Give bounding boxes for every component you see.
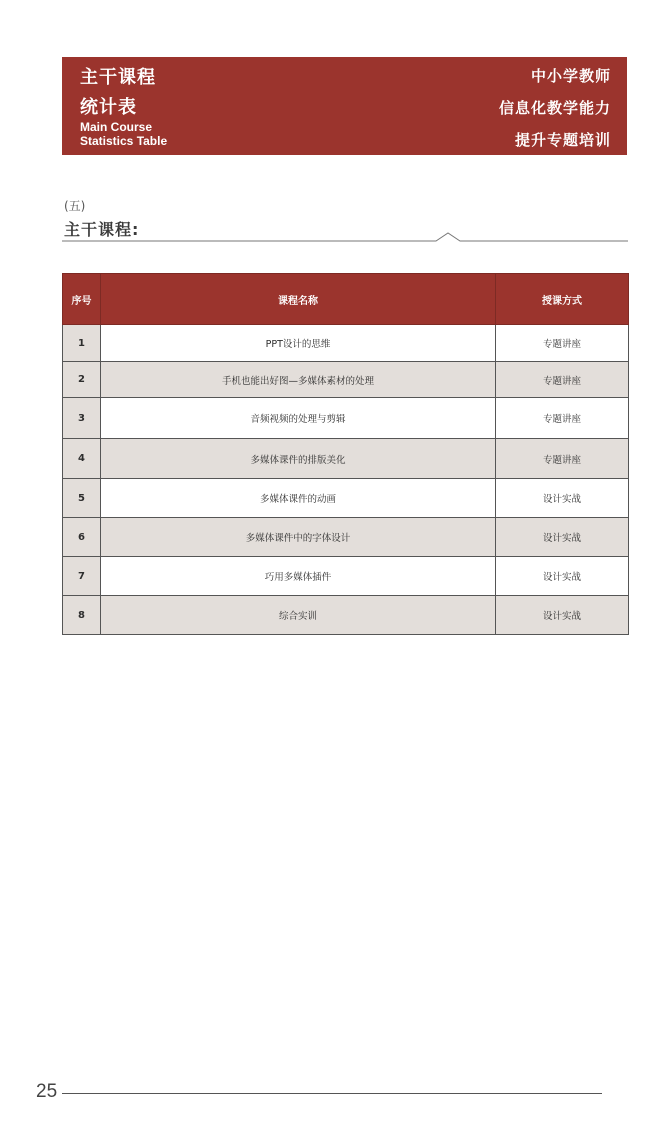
row-index: 7 bbox=[63, 557, 101, 596]
row-index: 2 bbox=[63, 362, 101, 398]
row-index: 4 bbox=[63, 439, 101, 479]
banner-title-line2: 统计表 bbox=[80, 97, 137, 118]
table-row bbox=[63, 518, 629, 557]
row-course-name: 手机也能出好图—多媒体素材的处理 bbox=[101, 362, 496, 398]
banner-right-line2: 信息化教学能力 bbox=[498, 99, 611, 117]
row-teaching-method: 设计实战 bbox=[496, 479, 629, 518]
table-header-row bbox=[63, 274, 629, 325]
header-course-name: 课程名称 bbox=[101, 274, 496, 325]
row-course-name: 巧用多媒体插件 bbox=[101, 557, 496, 596]
header-index: 序号 bbox=[63, 274, 101, 325]
table-row bbox=[63, 479, 629, 518]
section-number: (五) bbox=[64, 199, 86, 213]
banner-right-line1: 中小学教师 bbox=[530, 67, 611, 85]
banner-right-line3: 提升专题培训 bbox=[514, 131, 611, 149]
row-index: 5 bbox=[63, 479, 101, 518]
section-title: 主干课程: bbox=[64, 220, 140, 239]
row-teaching-method: 设计实战 bbox=[496, 596, 629, 635]
header-teaching-method: 授课方式 bbox=[496, 274, 629, 325]
footer-rule bbox=[62, 1093, 602, 1094]
row-index: 6 bbox=[63, 518, 101, 557]
table-row bbox=[63, 557, 629, 596]
header-banner bbox=[62, 57, 627, 155]
table-row bbox=[63, 596, 629, 635]
row-teaching-method: 专题讲座 bbox=[496, 362, 629, 398]
row-teaching-method: 设计实战 bbox=[496, 518, 629, 557]
row-teaching-method: 专题讲座 bbox=[496, 325, 629, 362]
table-row bbox=[63, 325, 629, 362]
row-course-name: 多媒体课件的动画 bbox=[101, 479, 496, 518]
table-row bbox=[63, 398, 629, 439]
row-index: 1 bbox=[63, 325, 101, 362]
row-course-name: 综合实训 bbox=[101, 596, 496, 635]
row-course-name: 多媒体课件的排版美化 bbox=[101, 439, 496, 479]
banner-english-line1: Main Course bbox=[80, 120, 153, 134]
course-table bbox=[62, 273, 629, 635]
row-course-name: 多媒体课件中的字体设计 bbox=[101, 518, 496, 557]
banner-title-line1: 主干课程 bbox=[80, 67, 156, 88]
row-index: 8 bbox=[63, 596, 101, 635]
page-number: 25 bbox=[36, 1081, 58, 1102]
row-course-name: 音频视频的处理与剪辑 bbox=[101, 398, 496, 439]
row-course-name: PPT设计的思维 bbox=[101, 325, 496, 362]
row-index: 3 bbox=[63, 398, 101, 439]
table-row bbox=[63, 362, 629, 398]
table-row bbox=[63, 439, 629, 479]
section-divider bbox=[62, 228, 628, 244]
row-teaching-method: 设计实战 bbox=[496, 557, 629, 596]
row-teaching-method: 专题讲座 bbox=[496, 439, 629, 479]
row-teaching-method: 专题讲座 bbox=[496, 398, 629, 439]
banner-english-line2: Statistics Table bbox=[80, 134, 168, 148]
